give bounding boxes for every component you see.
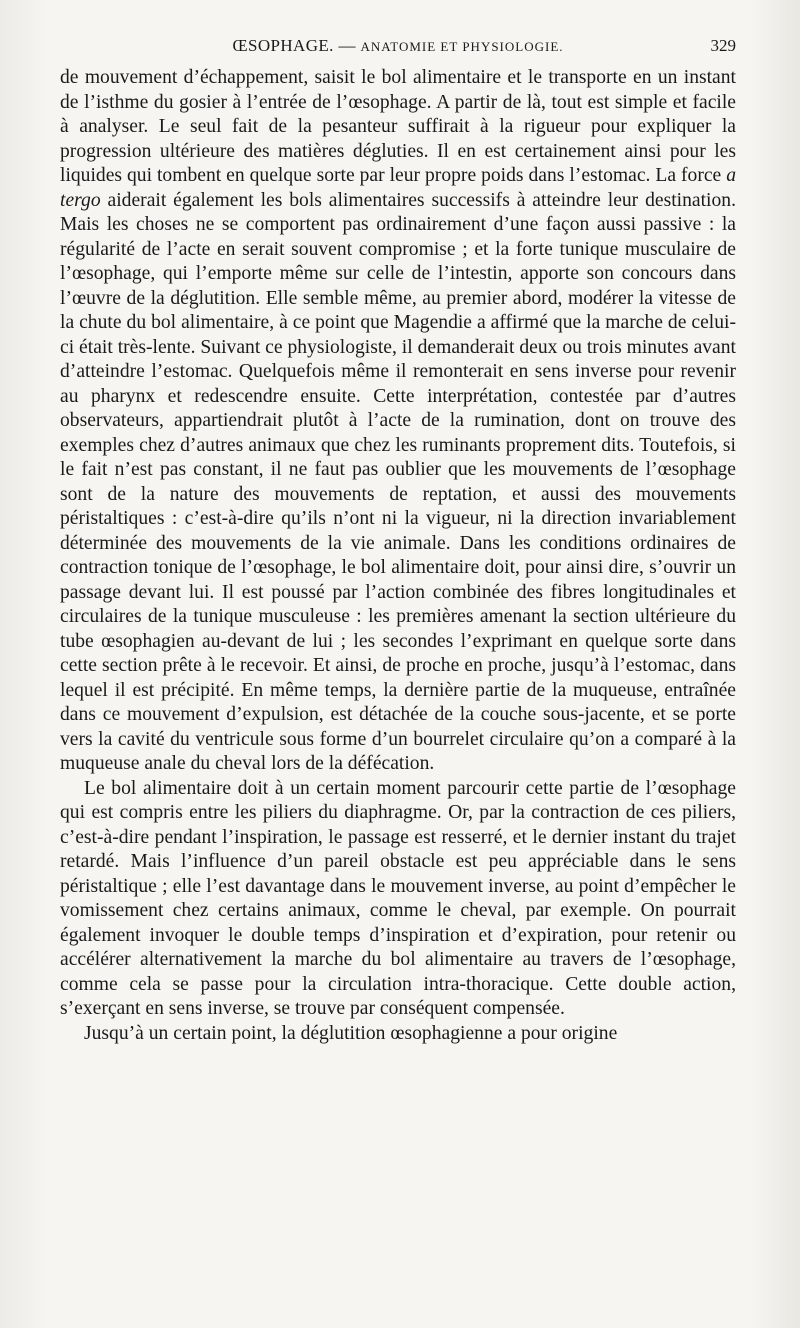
paragraph-1 [60, 66, 736, 777]
running-head-subtitle: ANATOMIE ET PHYSIOLOGIE. [360, 39, 564, 54]
page-number: 329 [710, 36, 736, 55]
running-head-main: ŒSOPHAGE. [232, 36, 334, 55]
paragraph-1-part-a: de mouvement d’échappement, saisit le bol alimentaire et le transporte en un instant de l’isthme du gosier à l’entrée de l’œsophage. A partir de là, tout est simple et facile à analyser. Le seul fait de la pesanteur suffirait à la rigueur pour expliquer la progression ultérieure des matières dégluties. Il en est certainement ainsi pour les liquides qui tombent en quelque sorte par leur propre poids dans l’estomac. La force [60, 67, 736, 186]
running-head-title [60, 36, 736, 56]
paragraph-2: Le bol alimentaire doit à un certain moment parcourir cette partie de l’œsophage qui est compris entre les piliers du diaphragme. Or, par la contraction de ces piliers, c’est-à-dire pendant l’inspiration, le passage est resserré, et le dernier instant du trajet retardé. Mais l’influence d’un pareil obstacle est peu appréciable dans le sens péristaltique ; elle l’est davantage dans le mouvement inverse, au point d’empêcher le vomissement chez certains animaux, comme le cheval, par exemple. On pourrait également invoquer le double temps d’inspiration et d’expiration, pour retenir ou accélérer alternativement la marche du bol alimentaire au travers de l’œsophage, comme cela se passe pour la circulation intra-thoracique. Cette double action, s’exerçant en sens inverse, se trouve par conséquent compensée. [60, 777, 736, 1019]
paragraph-1-part-b: aiderait également les bols alimentaires successifs à atteindre leur destination. Mais les choses ne se comportent pas ordinairement d’une façon aussi passive : la régularité de l’acte en serait souvent compromise ; et la forte tunique musculaire de l’œsophage, qui l’emporte même sur celle de l’intestin, apporte son concours dans l’œuvre de la déglutition. Elle semble même, au premier abord, modérer la vitesse de la chute du bol alimentaire, à ce point que Magendie a affirmé que la marche de celui-ci était très-lente. Suivant ce physiologiste, il demanderait deux ou trois minutes avant d’atteindre l’estomac. Quelquefois même il remonterait en sens inverse pour revenir au pharynx et redescendre ensuite. Cette interprétation, contestée par d’autres observateurs, appartiendrait plutôt à l’acte de la rumination, dont on trouve des exemples chez d’autres animaux que chez les ruminants proprement dits. Toutefois, si le fait n’est pas constant, il ne faut pas oublier que les mouvements de l’œsophage sont de la nature des mouvements de reptation, et aussi des mouvements péristaltiques : c’est-à-dire qu’ils n’ont ni la vigueur, ni la direction invariablement déterminée des mouvements de la vie animale. Dans les conditions ordinaires de contraction tonique de l’œsophage, le bol alimentaire doit, pour ainsi dire, s’ouvrir un passage devant lui. Il est poussé par l’action combinée des fibres longitudinales et circulaires de la tunique musculeuse : les premières amenant la section ultérieure du tube œsophagien au-devant de lui ; les secondes l’exprimant en quelque sorte dans cette section prête à le recevoir. Et ainsi, de proche en proche, jusqu’à l’estomac, dans lequel il est précipité. En même temps, la dernière partie de la muqueuse, entraînée dans ce mouvement d’expulsion, est détachée de la couche sous-jacente, et se porte vers la cavité du ventricule sous forme d’un bourrelet circulaire qu’on a comparé à la muqueuse anale du cheval lors de la défécation. [60, 189, 736, 774]
paragraph-3: Jusqu’à un certain point, la déglutition œsophagienne a pour origine [84, 1022, 618, 1044]
running-head [60, 36, 736, 60]
body-text [60, 66, 736, 1046]
italic-a-tergo: a tergo [60, 165, 736, 211]
running-head-dash: — [333, 36, 361, 55]
